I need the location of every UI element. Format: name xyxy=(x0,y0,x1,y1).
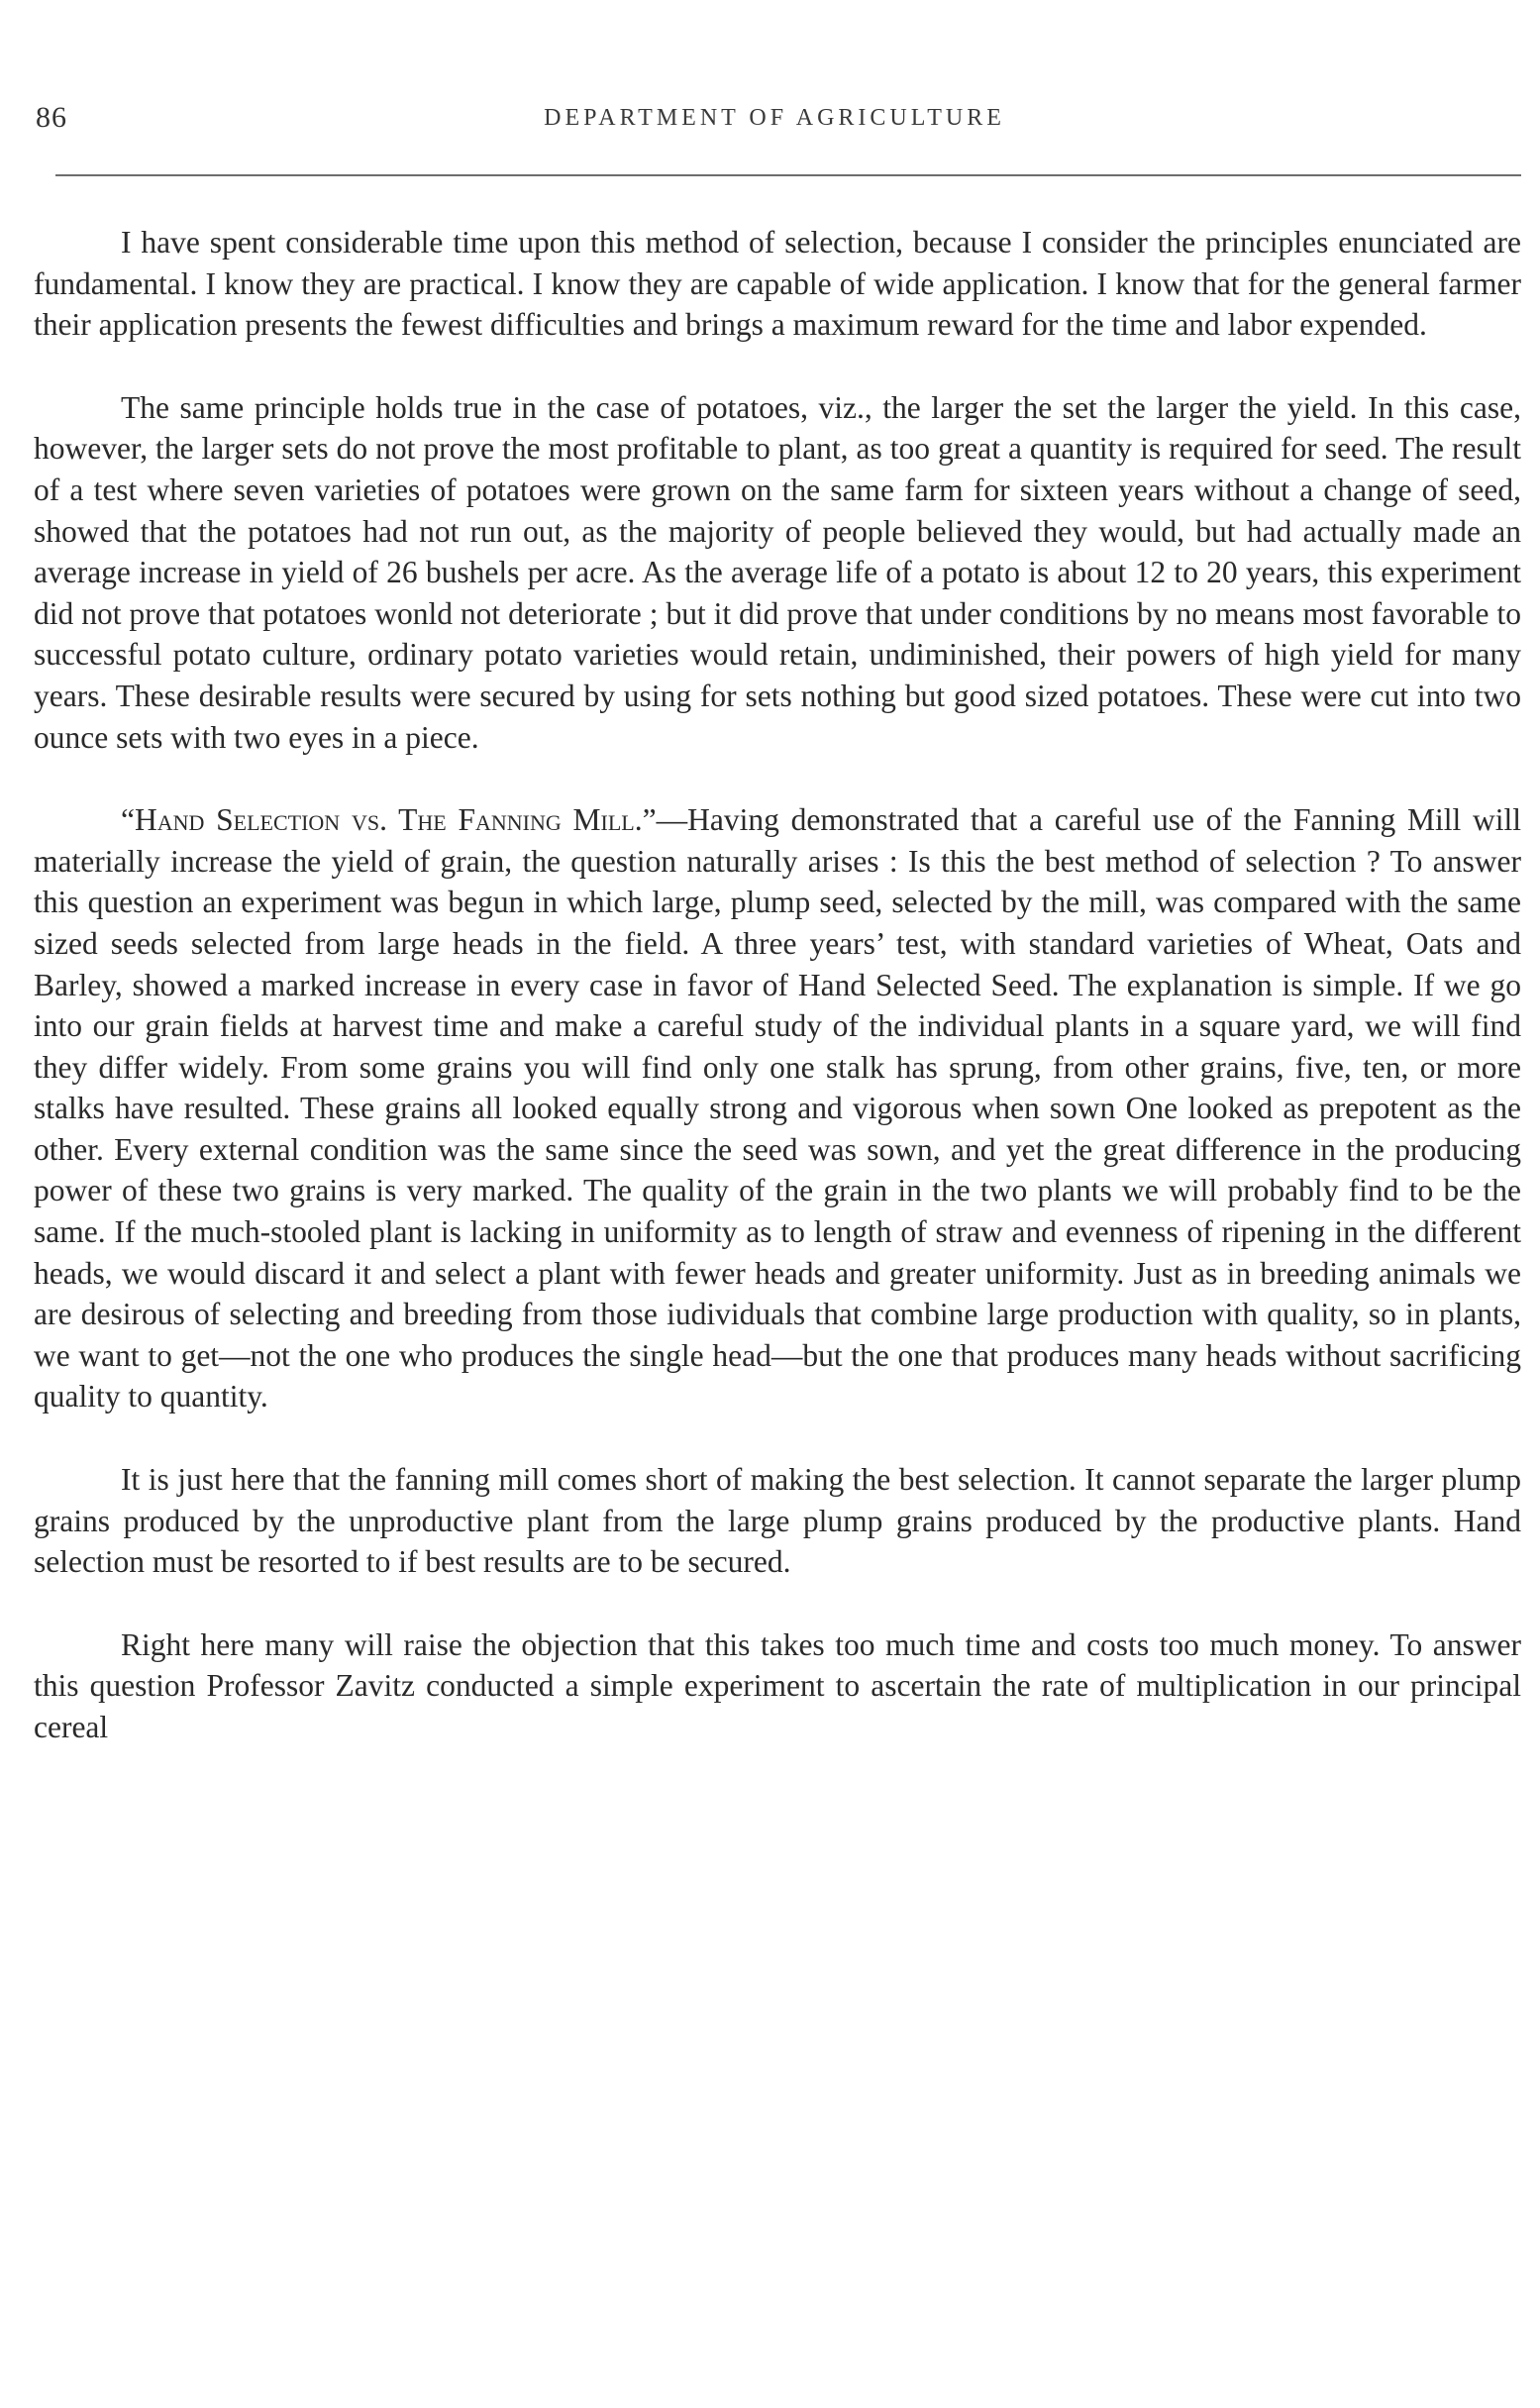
page-header xyxy=(36,101,1513,141)
page-number: 86 xyxy=(36,101,67,134)
section-heading: “Hand Selection vs. The Fanning Mill.” xyxy=(121,802,657,838)
paragraph-potatoes: The same principle holds true in the case of potatoes, viz., the larger the set the larger the yield. In this case, however, the larger sets do not prove the most profitable to plant, as too great a quantity is required for seed. The result of a test where seven varieties of potatoes were grown on the same farm for sixteen years without a change of seed, showed that the potatoes had not run out, as the majority of people believed they would, but had actually made an average increase in yield of 26 bushels per acre. As the average life of a potato is about 12 to 20 years, this experiment did not prove that potatoes wonld not deteriorate ; but it did prove that under conditions by no means most favorable to successful potato culture, ordinary potato varieties would retain, undiminished, their powers of high yield for many years. These desirable results were secured by using for sets nothing but good sized potatoes. These were cut into two ounce sets with two eyes in a piece. xyxy=(34,389,1521,755)
body-text xyxy=(34,222,1521,1748)
paragraph-hand-selection xyxy=(34,799,1521,1417)
paragraph-fanning-mill-shortcoming: It is just here that the fanning mill comes short of making the best selection. It cannot separate the larger plump grains produced by the unproductive plant from the large plump grains produced by the productive plants. Hand selection must be resorted to if best results are to be secured. xyxy=(34,1462,1521,1580)
header-rule xyxy=(55,174,1521,176)
paragraph-objection: Right here many will raise the objection that this takes too much time and costs too much money. To answer this question Professor Zavitz conducted a simple experiment to ascertain the rate of multiplication in our principal cereal xyxy=(34,1626,1521,1744)
paragraph-hand-selection-text: —Having demonstrated that a careful use of the Fanning Mill will materially increase the yield of grain, the question naturally arises : Is this the best method of selection ? To answer this question an experiment was begun in which large, plump seed, selected by the mill, was compared with the same sized seeds selected from large heads in the field. A three years’ test, with standard varieties of Wheat, Oats and Barley, showed a marked increase in every case in favor of Hand Selected Seed. The explanation is simple. If we go into our grain fields at harvest time and make a careful study of the individual plants in a square yard, we will find they differ widely. From some grains you will find only one stalk has sprung, from other grains, five, ten, or more stalks have resulted. These grains all looked equally strong and vigorous when sown One looked as prepotent as the other. Every external condition was the same since the seed was sown, and yet the great difference in the producing power of these two grains is very marked. The quality of the grain in the two plants we will probably find to be the same. If the much-stooled plant is lacking in uniformity as to length of straw and evenness of ripening in the different heads, we would discard it and select a plant with fewer heads and greater uniformity. Just as in breeding animals we are desirous of selecting and breeding from those iudividuals that combine large production with quality, so in plants, we want to get—not the one who produces the single head—but the one that produces many heads without sacrificing quality to quantity. xyxy=(34,802,1521,1414)
paragraph-selection-method: I have spent considerable time upon this method of selection, because I consider the principles enunciated are fundamental. I know they are practical. I know they are capable of wide application. I know that for the general farmer their application presents the fewest difficulties and brings a maximum reward for the time and labor expended. xyxy=(34,225,1521,343)
running-head: DEPARTMENT OF AGRICULTURE xyxy=(544,105,1005,131)
